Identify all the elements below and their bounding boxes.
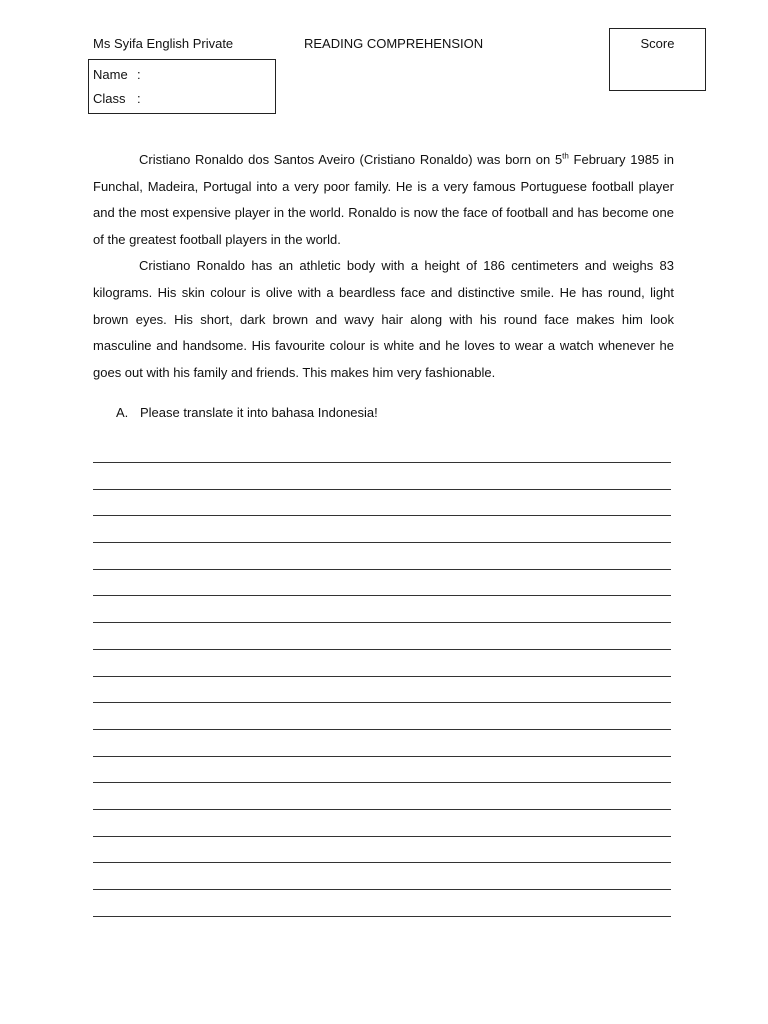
answer-line (93, 489, 671, 516)
worksheet-title: READING COMPREHENSION (304, 36, 484, 51)
answer-line (93, 889, 671, 916)
passage-paragraph-2: Cristiano Ronaldo has an athletic body with a height of 186 centimeters and weighs 83 kilograms. His skin colour is olive with a beardless face and distinctive smile. He has round, light brown eyes. His short, dark brown and wavy hair along with his round face makes him look masculine and handsome. His favourite colour is white and he loves to wear a watch whenever he goes out with his family and friends. This makes him very fashionable. (93, 258, 674, 380)
answer-line (93, 569, 671, 596)
class-separator: : (137, 91, 141, 106)
score-box (609, 28, 706, 91)
name-separator: : (137, 67, 141, 82)
answer-line (93, 862, 671, 889)
answer-line (93, 756, 671, 783)
answer-line (93, 782, 671, 809)
passage-p1-end: February 1985 in Funchal, Madeira, Portugal into a very poor family. He is a very famous Portuguese football player and the most expensive player in the world. Ronaldo is now the face of football and has become one of the greatest football players in the world. (93, 152, 674, 247)
question-a (116, 405, 378, 420)
class-row (93, 90, 141, 108)
passage-p1-start: Cristiano Ronaldo dos Santos Aveiro (Cristiano Ronaldo) was born on 5 (139, 152, 563, 167)
ordinal-suffix: th (562, 151, 569, 161)
answer-line (93, 809, 671, 836)
class-label: Class (93, 91, 126, 106)
question-text: Please translate it into bahasa Indonesia! (140, 405, 378, 420)
passage-paragraph-1 (93, 147, 674, 253)
answer-line (93, 916, 671, 943)
answer-line (93, 462, 671, 489)
question-number: A. (116, 405, 129, 420)
score-label: Score (640, 36, 675, 51)
answer-line (93, 595, 671, 622)
student-info-box (88, 59, 276, 114)
school-name: Ms Syifa English Private (93, 36, 234, 51)
answer-line (93, 729, 671, 756)
answer-lines (93, 462, 671, 942)
answer-line (93, 515, 671, 542)
answer-line (93, 702, 671, 729)
answer-line (93, 542, 671, 569)
name-row (93, 66, 141, 84)
reading-passage (93, 147, 674, 386)
answer-line (93, 649, 671, 676)
name-label: Name (93, 67, 128, 82)
answer-line (93, 676, 671, 703)
answer-line (93, 836, 671, 863)
answer-line (93, 622, 671, 649)
